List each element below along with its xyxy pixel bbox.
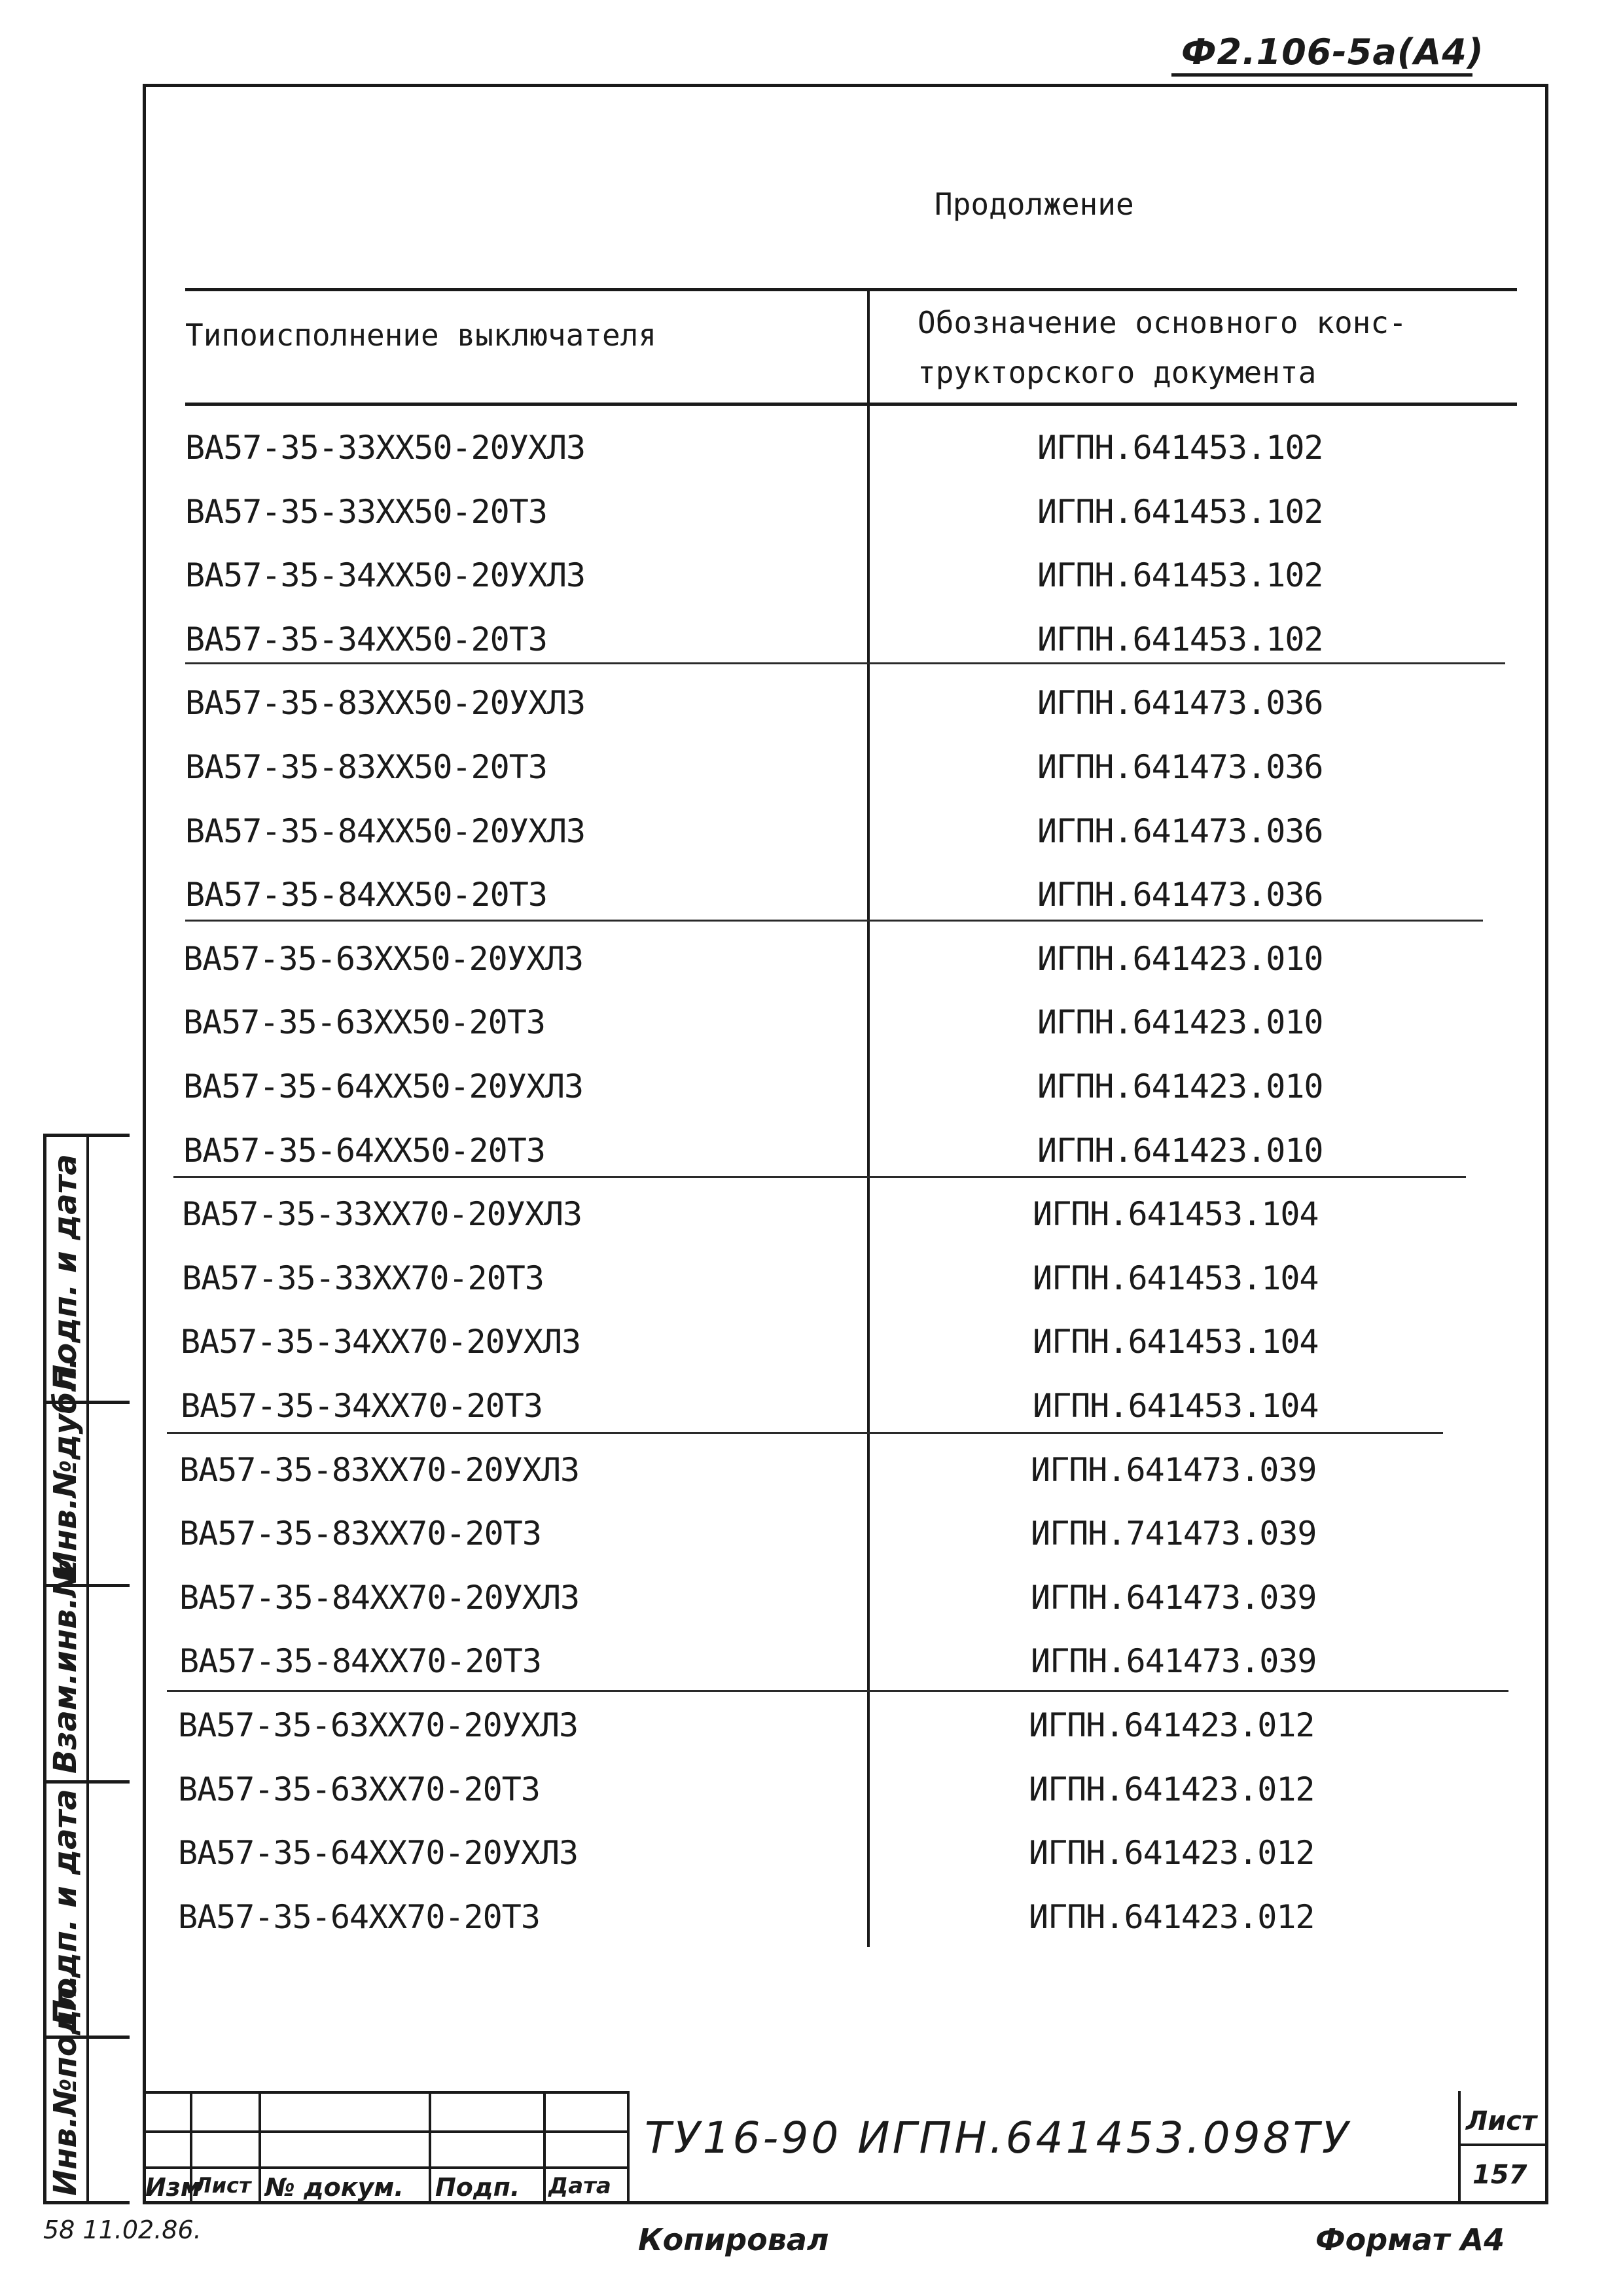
cell-switch-type: ВА57-35-84XX50-20Т3 bbox=[185, 876, 547, 914]
column-header-document-line2: трукторского документа bbox=[918, 355, 1317, 390]
cell-switch-type: ВА57-35-83XX70-20УХЛ3 bbox=[179, 1451, 580, 1489]
title-block-divider bbox=[1458, 2091, 1461, 2204]
table-top-rule bbox=[185, 288, 1517, 291]
cell-document-code: ИГПН.641473.039 bbox=[1031, 1451, 1317, 1489]
cell-switch-type: ВА57-35-84XX70-20УХЛ3 bbox=[179, 1579, 580, 1617]
side-stamp-rule bbox=[43, 1780, 130, 1784]
table-row bbox=[181, 1323, 1505, 1386]
table-row bbox=[178, 1706, 1505, 1769]
table-header-rule bbox=[185, 403, 1517, 406]
cell-document-code: ИГПН.641473.036 bbox=[1037, 876, 1323, 914]
column-header-document bbox=[918, 298, 1493, 397]
title-block-divider bbox=[627, 2091, 630, 2204]
cell-document-code: ИГПН.641453.104 bbox=[1033, 1195, 1319, 1233]
cell-document-code: ИГПН.641453.102 bbox=[1037, 493, 1323, 531]
cell-document-code: ИГПН.641453.102 bbox=[1037, 429, 1323, 467]
cell-document-code: ИГПН.641423.012 bbox=[1029, 1834, 1315, 1872]
cell-switch-type: ВА57-35-34XX50-20Т3 bbox=[185, 620, 547, 658]
cell-switch-type: ВА57-35-84XX70-20Т3 bbox=[179, 1642, 541, 1680]
cell-switch-type: ВА57-35-83XX50-20УХЛ3 bbox=[185, 684, 586, 722]
cell-document-code: ИГПН.641473.039 bbox=[1031, 1579, 1317, 1617]
document-designation: ТУ16-90 ИГПН.641453.098ТУ bbox=[645, 2113, 1351, 2163]
side-label-podp-data: Подп. и дата bbox=[47, 1154, 84, 1391]
cell-switch-type: ВА57-35-83XX50-20Т3 bbox=[185, 748, 547, 786]
sheet-label: Лист bbox=[1466, 2106, 1537, 2136]
column-header-type: Типоисполнение выключателя bbox=[185, 317, 657, 353]
side-label-inv-podl: Инв.№подл. bbox=[47, 1975, 84, 2196]
format-label: Формат А4 bbox=[1315, 2222, 1505, 2257]
cell-document-code: ИГПН.641423.010 bbox=[1037, 1003, 1323, 1041]
tb-label-list: Лист bbox=[194, 2173, 251, 2198]
cell-document-code: ИГПН.641423.010 bbox=[1037, 1067, 1323, 1105]
title-block-divider bbox=[259, 2091, 261, 2204]
continuation-label: Продолжение bbox=[935, 187, 1134, 222]
table-row bbox=[178, 1834, 1505, 1897]
cell-switch-type: ВА57-35-64XX70-20УХЛ3 bbox=[178, 1834, 579, 1872]
table-row bbox=[185, 876, 1505, 939]
title-block-rule bbox=[1458, 2144, 1548, 2146]
tb-label-izm: Изм bbox=[145, 2173, 201, 2202]
form-code-underline bbox=[1171, 73, 1472, 77]
cell-switch-type: ВА57-35-64XX50-20Т3 bbox=[183, 1132, 545, 1170]
table-row bbox=[183, 1003, 1505, 1066]
cell-switch-type: ВА57-35-63XX50-20Т3 bbox=[183, 1003, 545, 1041]
cell-document-code: ИГПН.741473.039 bbox=[1031, 1515, 1317, 1552]
cell-switch-type: ВА57-35-34XX70-20УХЛ3 bbox=[181, 1323, 581, 1361]
cell-document-code: ИГПН.641453.104 bbox=[1033, 1323, 1319, 1361]
table-row bbox=[183, 1067, 1505, 1130]
cell-switch-type: ВА57-35-34XX50-20УХЛ3 bbox=[185, 556, 586, 594]
cell-switch-type: ВА57-35-34XX70-20Т3 bbox=[181, 1387, 543, 1425]
table-row bbox=[185, 620, 1505, 683]
tb-label-doc-no: № докум. bbox=[265, 2173, 404, 2202]
side-label-podp-data-2: Подп. и дата bbox=[47, 1789, 84, 2026]
tb-label-podp: Подп. bbox=[435, 2173, 520, 2202]
title-block-rule bbox=[143, 2091, 627, 2094]
cell-switch-type: ВА57-35-33XX70-20УХЛ3 bbox=[182, 1195, 582, 1233]
table-row bbox=[179, 1451, 1505, 1514]
cell-document-code: ИГПН.641423.012 bbox=[1029, 1898, 1315, 1936]
side-label-inv-dubl: Инв.№дубл. bbox=[47, 1357, 84, 1577]
table-row bbox=[183, 1132, 1505, 1194]
cell-document-code: ИГПН.641473.036 bbox=[1037, 812, 1323, 850]
cell-switch-type: ВА57-35-63XX70-20УХЛ3 bbox=[178, 1706, 579, 1744]
cell-document-code: ИГПН.641423.010 bbox=[1037, 1132, 1323, 1170]
cell-switch-type: ВА57-35-64XX50-20УХЛ3 bbox=[183, 1067, 584, 1105]
cell-document-code: ИГПН.641473.039 bbox=[1031, 1642, 1317, 1680]
cell-document-code: ИГПН.641423.010 bbox=[1037, 940, 1323, 978]
table-row bbox=[178, 1770, 1505, 1833]
cell-document-code: ИГПН.641453.102 bbox=[1037, 556, 1323, 594]
table-row bbox=[181, 1387, 1505, 1450]
title-block-rule bbox=[143, 2166, 627, 2169]
table-row bbox=[185, 556, 1505, 619]
cell-switch-type: ВА57-35-64XX70-20Т3 bbox=[178, 1898, 540, 1936]
table-row bbox=[185, 812, 1505, 875]
copied-by-label: Копировал bbox=[638, 2222, 829, 2257]
title-block-divider bbox=[429, 2091, 431, 2204]
table-row bbox=[182, 1259, 1505, 1322]
table-row bbox=[179, 1515, 1505, 1577]
cell-switch-type: ВА57-35-33XX70-20Т3 bbox=[182, 1259, 544, 1297]
cell-document-code: ИГПН.641453.104 bbox=[1033, 1259, 1319, 1297]
table-row bbox=[183, 940, 1505, 1003]
table-row bbox=[182, 1195, 1505, 1258]
title-block-rule bbox=[143, 2130, 627, 2133]
sheet-number: 157 bbox=[1472, 2160, 1527, 2190]
cell-document-code: ИГПН.641473.036 bbox=[1037, 748, 1323, 786]
cell-document-code: ИГПН.641423.012 bbox=[1029, 1770, 1315, 1808]
cell-document-code: ИГПН.641473.036 bbox=[1037, 684, 1323, 722]
side-label-vzam-inv: Взам.инв.№ bbox=[47, 1559, 84, 1774]
cell-document-code: ИГПН.641423.012 bbox=[1029, 1706, 1315, 1744]
cell-switch-type: ВА57-35-83XX70-20Т3 bbox=[179, 1515, 541, 1552]
cell-document-code: ИГПН.641453.104 bbox=[1033, 1387, 1319, 1425]
cell-document-code: ИГПН.641453.102 bbox=[1037, 620, 1323, 658]
column-header-document-line1: Обозначение основного конс- bbox=[918, 305, 1407, 340]
bottom-note: 58 11.02.86. bbox=[43, 2215, 202, 2244]
tb-label-data: Дата bbox=[548, 2173, 611, 2199]
table-row bbox=[185, 493, 1505, 556]
title-block-divider bbox=[543, 2091, 546, 2204]
table-row bbox=[178, 1898, 1505, 1961]
side-stamp-divider bbox=[86, 1134, 89, 2204]
table-row bbox=[185, 748, 1505, 811]
cell-switch-type: ВА57-35-33XX50-20Т3 bbox=[185, 493, 547, 531]
cell-switch-type: ВА57-35-84XX50-20УХЛ3 bbox=[185, 812, 586, 850]
table-row bbox=[185, 429, 1505, 492]
cell-switch-type: ВА57-35-63XX50-20УХЛ3 bbox=[183, 940, 584, 978]
cell-switch-type: ВА57-35-33XX50-20УХЛ3 bbox=[185, 429, 586, 467]
cell-switch-type: ВА57-35-63XX70-20Т3 bbox=[178, 1770, 540, 1808]
table-row bbox=[179, 1642, 1505, 1705]
table-row bbox=[185, 684, 1505, 747]
form-code: Ф2.106-5а(А4) bbox=[1181, 31, 1484, 73]
table-row bbox=[179, 1579, 1505, 1641]
